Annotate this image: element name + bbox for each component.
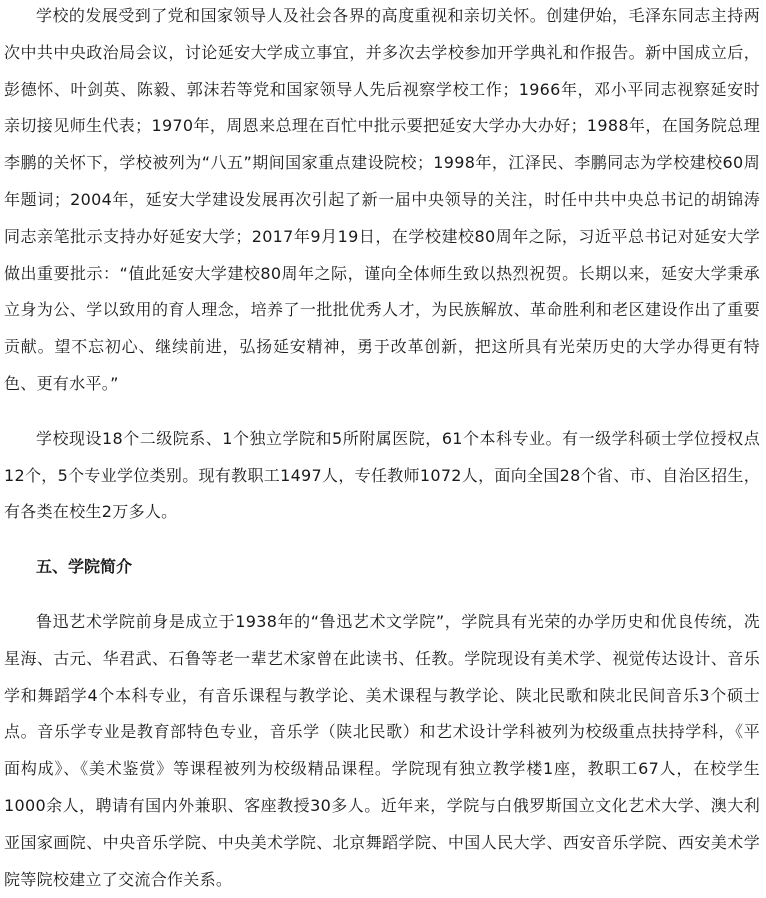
paragraph-leadership-care: 学校的发展受到了党和国家领导人及社会各界的高度重视和亲切关怀。创建伊始，毛泽东同志主持两次中共中央政治局会议，讨论延安大学成立事宜，并多次去学校参加开学典礼和作报告。新中国成立后，彭德怀、叶剑英、陈毅、郭沫若等党和国家领导人先后视察学校工作；1966年，邓小平同志视察延安时亲切接见师生代表；1970年，周恩来总理在百忙中批示要把延安大学办大办好；1988年，在国务院总理李鹏的关怀下，学校被列为“八五”期间国家重点建设院校；1998年，江泽民、李鹏同志为学校建校60周年题词；2004年，延安大学建设发展再次引起了新一届中央领导的关注，时任中共中央总书记的胡锦涛同志亲笔批示支持办好延安大学；2017年9月19日，在学校建校80周年之际，习近平总书记对延安大学做出重要批示：“值此延安大学建校80周年之际，谨向全体师生致以热烈祝贺。长期以来，延安大学秉承立身为公、学以致用的育人理念，培养了一批批优秀人才，为民族解放、革命胜利和老区建设作出了重要贡献。望不忘初心、继续前进，弘扬延安精神，勇于改革创新，把这所具有光荣历史的大学办得更有特色、更有水平。” xyxy=(4,6,760,393)
paragraph-college-intro: 鲁迅艺术学院前身是成立于1938年的“鲁迅艺术文学院”，学院具有光荣的办学历史和优良传统，冼星海、古元、华君武、石鲁等老一辈艺术家曾在此读书、任教。学院现设有美术学、视觉传达设计、音乐学和舞蹈学4个本科专业，有音乐课程与教学论、美术课程与教学论、陕北民歌和陕北民间音乐3个硕士点。音乐学专业是教育部特色专业，音乐学（陕北民歌）和艺术设计学科被列为校级重点扶持学科，《平面构成》、《美术鉴赏》等课程被列为校级精品课程。学院现有独立教学楼1座，教职工67人，在校学生1000余人，聘请有国内外兼职、客座教授30多人。近年来，学院与白俄罗斯国立文化艺术大学、澳大利亚国家画院、中央音乐学院、中央美术学院、北京舞蹈学院、中国人民大学、西安音乐学院、西安美术学院等院校建立了交流合作关系。 xyxy=(4,611,760,889)
section-heading: 五、学院简介 xyxy=(36,557,133,577)
paragraph-school-overview: 学校现设18个二级院系、1个独立学院和5所附属医院，61个本科专业。有一级学科硕士学位授权点12个，5个专业学位类别。现有教职工1497人，专任教师1072人，面向全国28个省、市、自治区招生，有各类在校生2万多人。 xyxy=(4,428,760,522)
